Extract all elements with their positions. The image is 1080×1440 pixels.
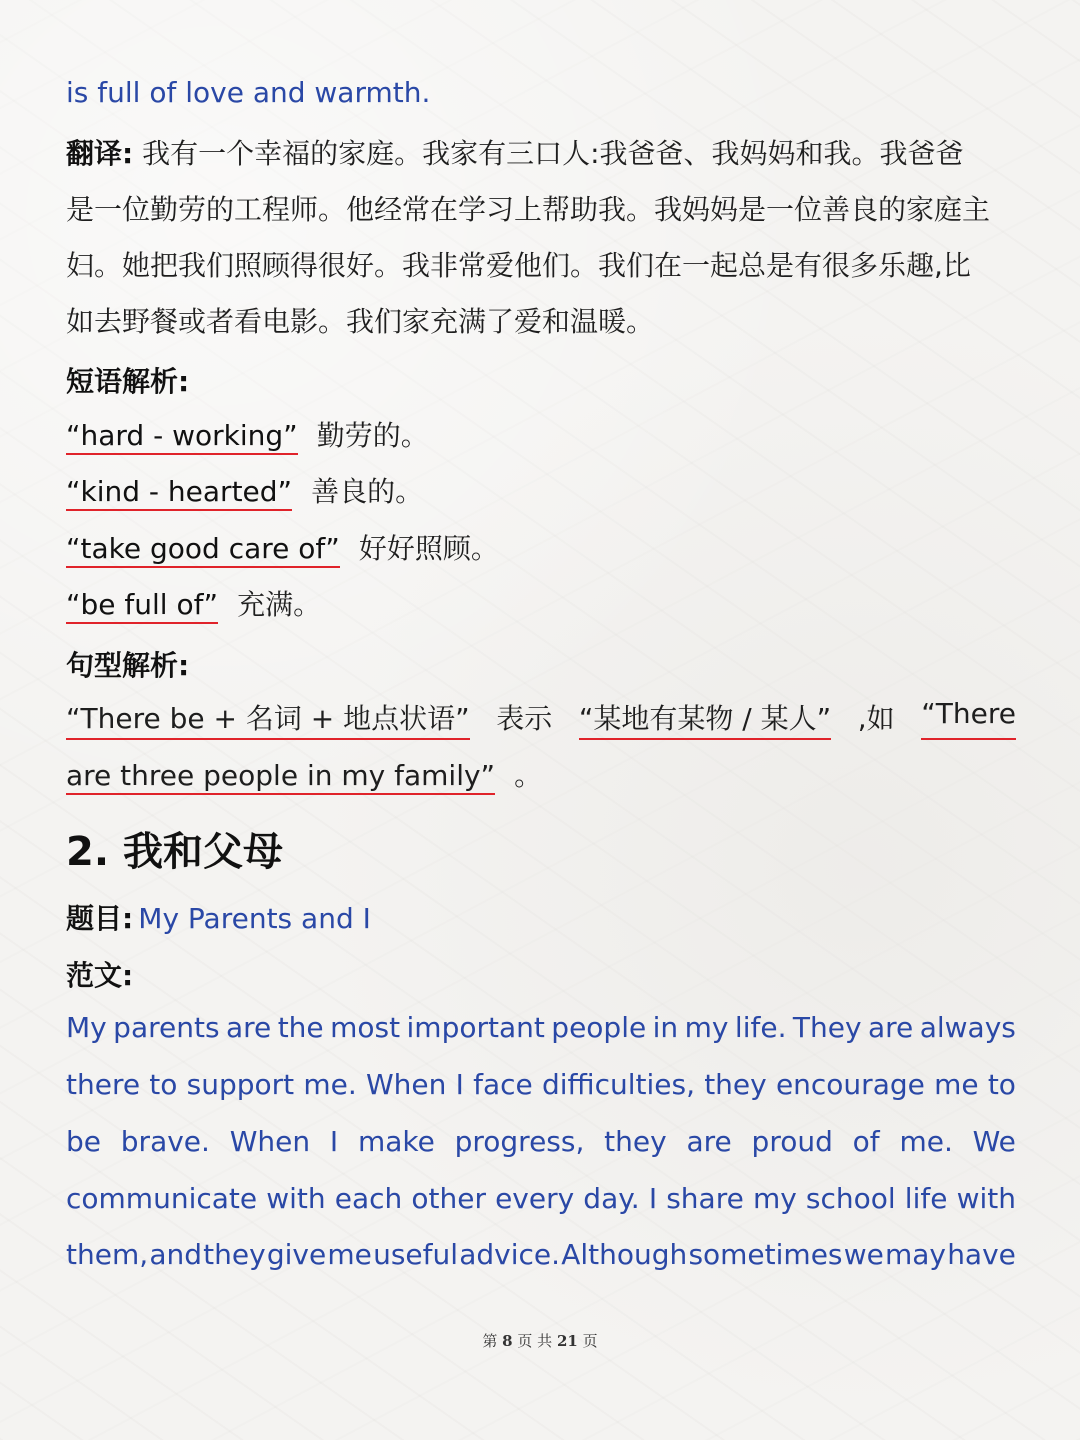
essay-text-line: them, and they give me useful advice. Although sometimes we may have [66, 1238, 1016, 1271]
essay-text-line: there to support me. When I face difficulties, they encourage me to [66, 1068, 1016, 1101]
phrase-en: “kind - hearted” [66, 475, 292, 511]
essay-text-line: is full of love and warmth. [66, 76, 431, 109]
page-footer: 第 8 页 共 21 页 [482, 1332, 598, 1350]
phrase-en: “hard - working” [66, 419, 298, 455]
sentence-text: 。 [514, 759, 543, 792]
total-page-count: 21 [556, 1332, 578, 1350]
phrase-cn: 好好照顾。 [358, 532, 499, 565]
phrase-item [66, 583, 321, 623]
phrase-item [66, 414, 429, 454]
translation-line-4: 如去野餐或者看电影。我们家充满了爱和温暖。 [66, 305, 655, 338]
phrase-cn: 善良的。 [311, 475, 424, 508]
sentence-label: 句型解析: [66, 649, 190, 682]
essay-text-line: communicate with each other every day. I share my school life with [66, 1182, 1016, 1215]
current-page-number: 8 [502, 1332, 513, 1350]
phrase-label: 短语解析: [66, 365, 190, 398]
sentence-text: 表示 [496, 702, 553, 735]
sentence-pattern: “There be + 名词 + 地点状语” [66, 697, 470, 740]
essay-title: My Parents and I [138, 902, 371, 935]
sentence-line-1 [66, 697, 1016, 740]
sentence-example: “There [921, 697, 1016, 740]
translation-line-3: 妇。她把我们照顾得很好。我非常爱他们。我们在一起总是有很多乐趣,比 [66, 249, 971, 282]
essay-title-line [66, 897, 371, 937]
sentence-example: are three people in my family” [66, 759, 495, 795]
essay-label: 范文: [66, 959, 134, 992]
essay-text-line: be brave. When I make progress, they are proud of me. We [66, 1125, 1016, 1158]
phrase-item [66, 527, 499, 567]
phrase-item [66, 470, 423, 510]
phrase-en: “be full of” [66, 588, 218, 624]
sentence-line-2 [66, 754, 542, 794]
phrase-en: “take good care of” [66, 532, 340, 568]
sentence-meaning: “某地有某物 / 某人” [579, 697, 831, 740]
sentence-text: ,如 [857, 702, 895, 735]
translation-line-1: 翻译: 我有一个幸福的家庭。我家有三口人:我爸爸、我妈妈和我。我爸爸 [66, 137, 964, 170]
phrase-cn: 充满。 [237, 588, 322, 621]
translation-line-2: 是一位勤劳的工程师。他经常在学习上帮助我。我妈妈是一位善良的家庭主 [66, 193, 991, 226]
title-label: 题目: [66, 902, 134, 935]
essay-text-line: My parents are the most important people in my life. They are always [66, 1011, 1016, 1044]
translation-label: 翻译: [66, 137, 134, 170]
section-heading: 2. 我和父母 [66, 829, 283, 875]
phrase-cn: 勤劳的。 [316, 419, 429, 452]
